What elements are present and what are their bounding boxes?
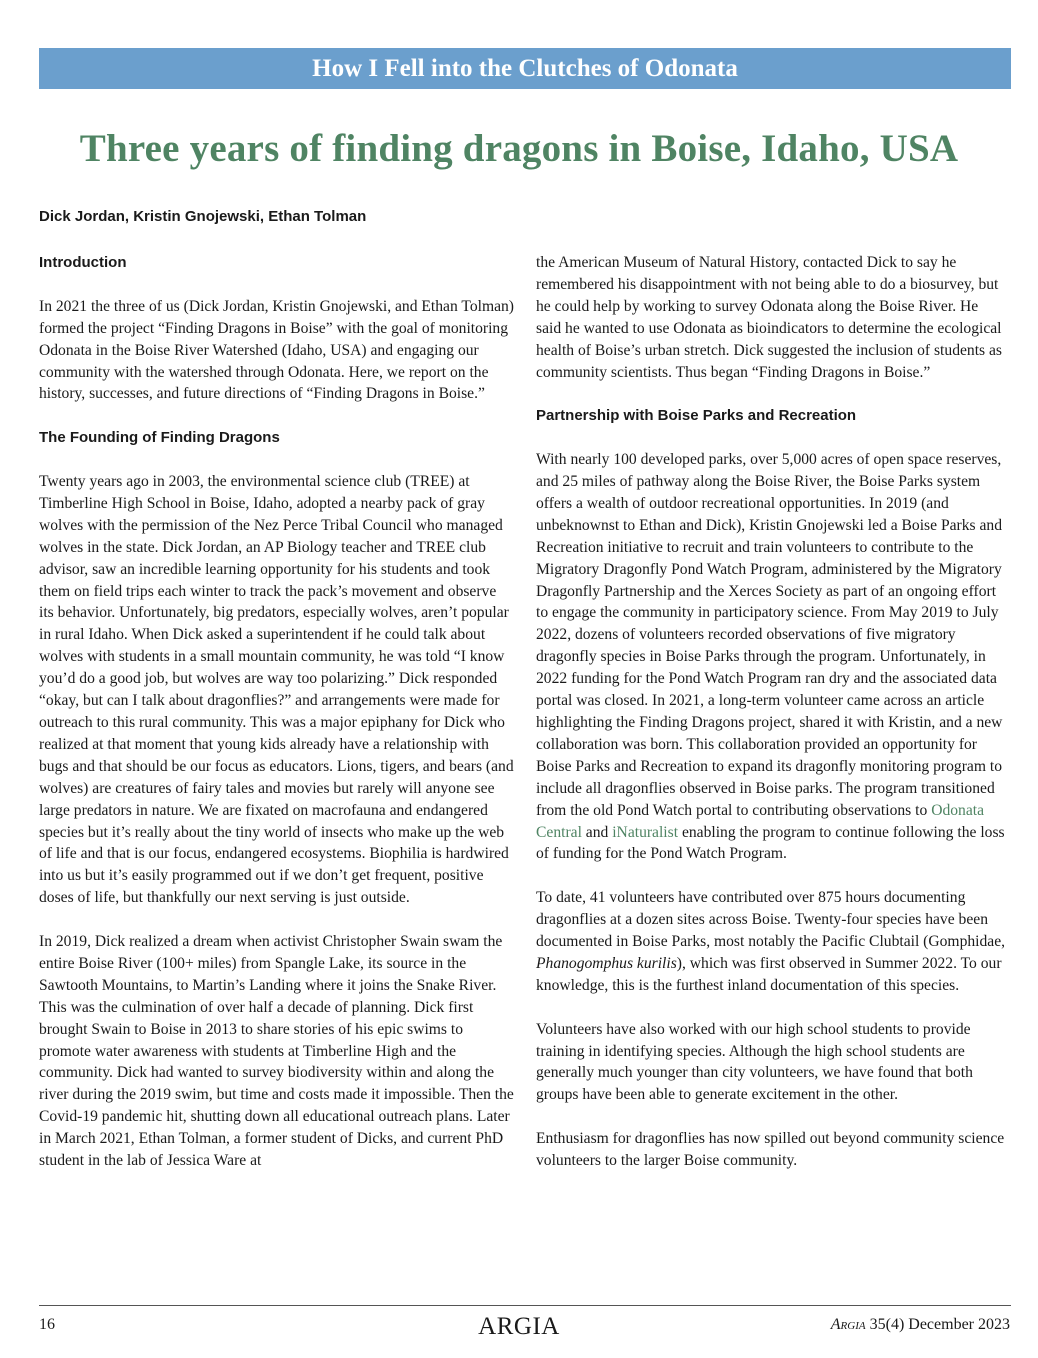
species-name: Phanogomphus kurilis	[536, 954, 677, 972]
left-column	[39, 252, 514, 1172]
volunteers-text-a: To date, 41 volunteers have contributed over 875 hours documenting dragonflies at a dozen sites across Boise. Twenty-four species have been documented in Boise Parks, most notably the Pacific Clubtail (Gomphidae,	[536, 889, 1006, 951]
article-title: Three years of finding dragons in Boise, Idaho, USA	[79, 127, 959, 170]
issue-details: 35(4) December 2023	[865, 1316, 1010, 1333]
intro-paragraph: In 2021 the three of us (Dick Jordan, Kristin Gnojewski, and Ethan Tolman) formed the project “Finding Dragons in Boise” with the goal of monitoring Odonata in the Boise River Watershed (Idaho, USA) and engaging our community with the watershed through Odonata. Here, we report on the history, successes, and future directions of “Finding Dragons in Boise.”	[39, 297, 514, 403]
right-column	[536, 252, 1006, 1172]
article-authors: Dick Jordan, Kristin Gnojewski, Ethan Tolman	[39, 208, 367, 225]
partnership-text-end: enabling the program to continue following the loss of funding for the Pond Watch Program.	[536, 823, 1005, 863]
intro-heading: Introduction	[39, 254, 127, 271]
founding-paragraph-1: Twenty years ago in 2003, the environmental science club (TREE) at Timberline High School in Boise, Idaho, adopted a nearby pack of gray wolves with the permission of the Nez Perce Tribal Council who managed wolves in the state. Dick Jordan, an AP Biology teacher and TREE club advisor, saw an incredible learning opportunity for his students and took them on field trips each winter to track the pack’s movement and observe its behavior. Unfortunately, big predators, especially wolves, aren’t popular in rural Idaho. When Dick asked a superintendent if he could talk about wolves with students in a small mountain community, he was told “I know you’d do a good job, but wolves are way too polarizing.” Dick responded “okay, but can I talk about dragonflies?” and arrangements were made for outreach to this rural community. This was a major epiphany for Dick who realized at that moment that young kids already have a relationship with bugs and that should be our focus as educators. Lions, tigers, and bears (and wolves) are creatures of fairy tales and movies but rarely will anyone see large predators in nature. We are fixated on macrofauna and endangered species but it’s really about the tiny world of insects who make up the web of life and that is our focus, endangered ecosystems. Biophilia is hardwired into us but it’s easily programmed out if we don’t get frequent, positive doses of life, but thankfully our next serving is just outside.	[39, 473, 514, 907]
page-number: 16	[39, 1316, 55, 1333]
founding-heading: The Founding of Finding Dragons	[39, 429, 280, 447]
journal-logo: ARGIA	[478, 1313, 560, 1340]
and-text: and	[581, 823, 613, 841]
section-banner: How I Fell into the Clutches of Odonata	[39, 48, 1011, 89]
partnership-heading: Partnership with Boise Parks and Recreation	[536, 407, 857, 425]
inaturalist-link[interactable]: iNaturalist	[612, 823, 679, 841]
training-paragraph: Volunteers have also worked with our high school students to provide training in identifying species. Although the high school students are generally much younger than city volunteers, we have found that both groups have been able to generate excitement in the other.	[536, 1020, 973, 1104]
volunteers-text-b: ), which was first observed in Summer 2022. To our knowledge, this is the furthest inland documentation of this species.	[536, 954, 1002, 994]
partnership-paragraph	[536, 449, 1006, 865]
enthusiasm-paragraph: Enthusiasm for dragonflies has now spilled out beyond community science volunteers to the larger Boise community.	[536, 1130, 1005, 1170]
founding-paragraph-2-continued: the American Museum of Natural History, contacted Dick to say he remembered his disappointment with not being able to do a biosurvey, but he could help by working to survey Odonata along the Boise River. He said he wanted to use Odonata as bioindicators to determine the ecological health of Boise’s urban stretch. Dick suggested the inclusion of students as community scientists. Thus began “Finding Dragons in Boise.”	[536, 254, 1002, 381]
odonata-central-link[interactable]: Odonata Central	[536, 801, 985, 841]
journal-name: Argia	[830, 1316, 866, 1333]
footer-divider	[39, 1305, 1011, 1306]
partnership-text: With nearly 100 developed parks, over 5,000 acres of open space reserves, and 25 miles of pathway along the Boise River, the Boise Parks system offers a wealth of outdoor recreational opportunities. In 2019 (and unbeknownst to Ethan and Dick), Kristin Gnojewski led a Boise Parks and Recreation initiative to recruit and train volunteers to contribute to the Migratory Dragonfly Pond Watch Program, administered by the Migratory Dragonfly Partnership and the Xerces Society as part of an ongoing effort to engage the community in participatory science. From May 2019 to July 2022, dozens of volunteers recorded observations of five migratory dragonfly species in Boise Parks through the program. Unfortunately, in 2022 funding for the Pond Watch Program ran dry and the associated data portal was closed. In 2021, a long-term volunteer came across an article highlighting the Finding Dragons project, shared it with Kristin, and a new collaboration was born. This collaboration provided an opportunity for Boise Parks and Recreation to expand its dragonfly monitoring program to include all dragonflies observed in Boise parks. The program transitioned from the old Pond Watch portal to contributing observations to	[536, 451, 1003, 819]
volunteers-paragraph	[536, 887, 1006, 997]
issue-info	[831, 1316, 1010, 1334]
founding-paragraph-2: In 2019, Dick realized a dream when activist Christopher Swain swam the entire Boise River (100+ miles) from Spangle Lake, its source in the Sawtooth Mountains, to Martin’s Landing where it joins the Snake River. This was the culmination of over half a decade of planning. Dick first brought Swain to Boise in 2013 to share stories of his epic swims to promote water awareness with students at Timberline High and the community. Dick had wanted to survey biodiversity within and along the river during the 2019 swim, but time and costs made it impossible. Then the Covid-19 pandemic hit, shutting down all educational outreach plans. Later in March 2021, Ethan Tolman, a former student of Dicks, and current PhD student in the lab of Jessica Ware at	[39, 933, 514, 1170]
